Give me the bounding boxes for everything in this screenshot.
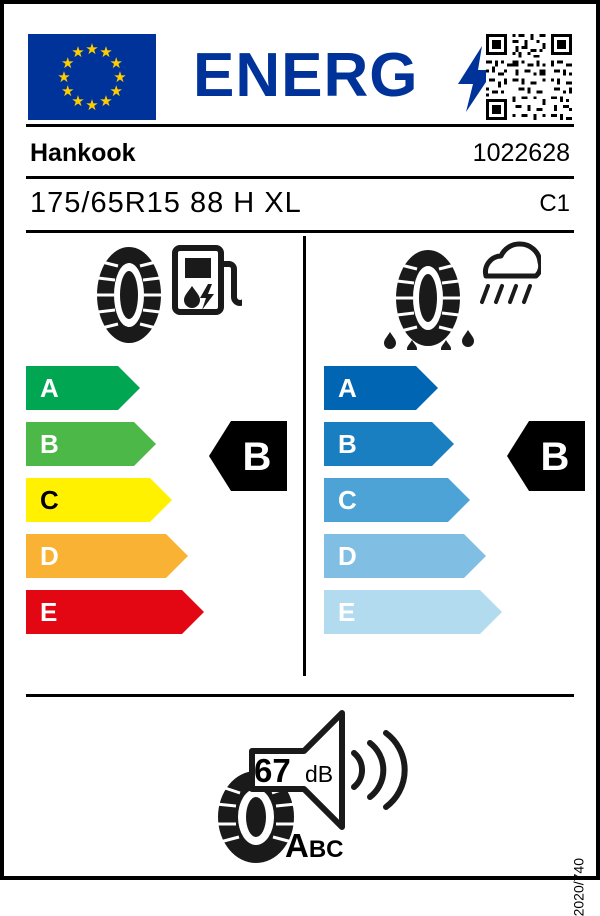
noise-db-value: 67 — [254, 752, 291, 789]
eu-star-icon: ★ — [99, 44, 113, 62]
wet-rating-text: B — [540, 435, 570, 479]
noise-class-letter — [285, 827, 344, 865]
wet-grade-row — [324, 590, 502, 634]
wet-grade-row — [324, 366, 502, 410]
divider-size — [26, 230, 574, 233]
wet-grade-label: A — [338, 372, 357, 403]
eu-star-icon: ★ — [71, 44, 85, 62]
wet-grip-rating-badge — [507, 417, 585, 495]
brand-name: Hankook — [30, 139, 136, 167]
fuel-rating-shape — [209, 417, 287, 495]
tyre-class: C1 — [539, 190, 570, 217]
divider-brand — [26, 176, 574, 179]
fuel-grade-label: E — [40, 596, 58, 627]
wet-grade-label: D — [338, 540, 357, 571]
eu-star-icon: ★ — [109, 82, 123, 100]
fuel-grade-label: D — [40, 540, 59, 571]
wet-grade-row — [324, 478, 502, 522]
fuel-rating-text: B — [242, 435, 272, 479]
wet-grade-label: B — [338, 428, 357, 459]
label-header — [18, 18, 582, 118]
noise-class-inactive: BC — [308, 836, 344, 863]
eu-star-icon: ★ — [109, 54, 123, 72]
eu-star-icon: ★ — [99, 92, 113, 110]
eu-star-icon: ★ — [61, 54, 75, 72]
divider-noise — [26, 694, 574, 697]
page-title: ENERG — [193, 41, 419, 110]
fuel-grade-row — [26, 590, 204, 634]
eu-flag-icon — [28, 34, 156, 120]
qr-code-icon — [486, 34, 572, 120]
divider-vertical — [303, 236, 306, 676]
fuel-grade-row — [26, 366, 204, 410]
eu-star-icon: ★ — [71, 92, 85, 110]
rain-tyre-icon — [376, 240, 541, 350]
noise-class-active: A — [285, 827, 309, 864]
fuel-grade-row — [26, 422, 204, 466]
eu-star-icon: ★ — [61, 82, 75, 100]
wet-grade-label: C — [338, 484, 357, 515]
noise-db-unit: dB — [305, 761, 334, 787]
fuel-pump-tyre-icon — [82, 240, 242, 350]
wet-rating-shape — [507, 417, 585, 495]
product-code: 1022628 — [472, 139, 570, 167]
fuel-efficiency-scale — [26, 366, 204, 646]
fuel-efficiency-rating-badge — [209, 417, 287, 495]
divider-header — [26, 124, 574, 127]
wet-grade-row — [324, 534, 502, 578]
fuel-grade-row — [26, 478, 204, 522]
eu-star-icon: ★ — [113, 68, 127, 86]
fuel-grade-label: B — [40, 428, 59, 459]
tyre-size: 175/65R15 88 H XL — [30, 187, 302, 219]
regulation-code: 2020/740 — [570, 858, 586, 916]
eu-star-icon: ★ — [85, 96, 99, 114]
fuel-grade-row — [26, 534, 204, 578]
eu-star-icon: ★ — [57, 68, 71, 86]
wet-grip-scale — [324, 366, 502, 646]
wet-grade-row — [324, 422, 502, 466]
fuel-grade-label: C — [40, 484, 59, 515]
eu-star-icon: ★ — [85, 40, 99, 58]
fuel-grade-label: A — [40, 372, 59, 403]
wet-grade-label: E — [338, 596, 356, 627]
